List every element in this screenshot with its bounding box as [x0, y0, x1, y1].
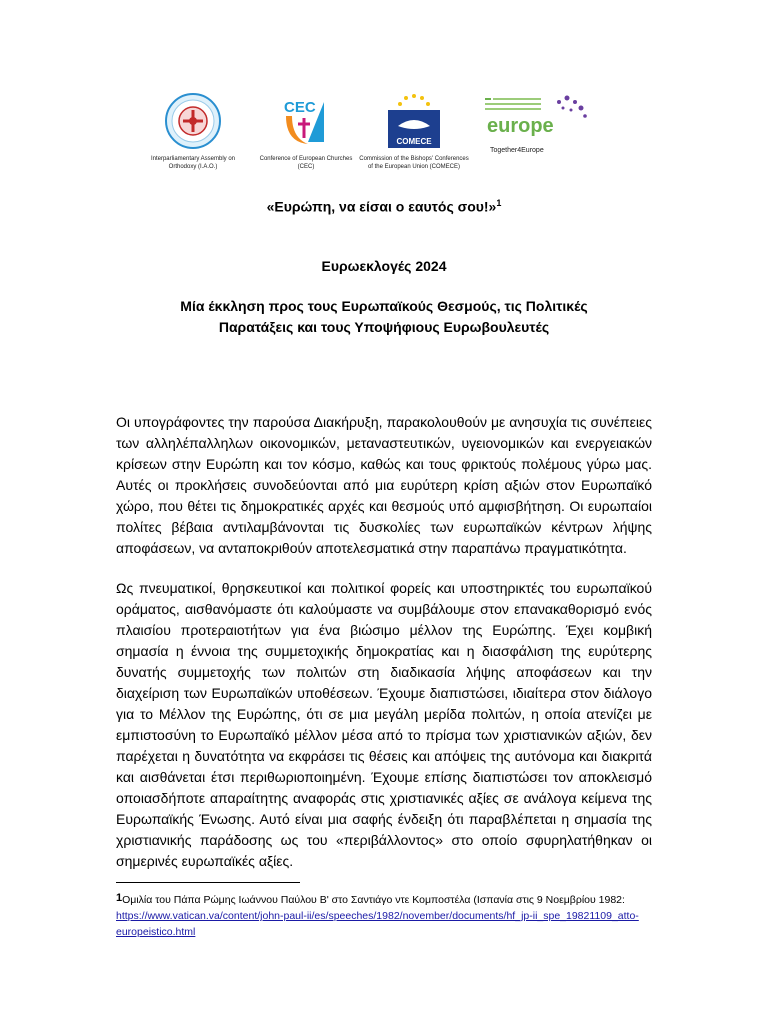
- comece-logo: [358, 92, 470, 171]
- comece-emblem-icon: [384, 92, 444, 150]
- iao-logo: [140, 92, 246, 171]
- footnote-number: 1: [116, 892, 123, 904]
- body-paragraph-2: Ως πνευματικοί, θρησκευτικοί και πολιτικοί φορείς και υποστηρικτές του ευρωπαϊκού οράματος, αισθανόμαστε ότι καλούμαστε να συμβάλουμε στον επανακαθορισμό ενός πλαισίου προτεραιοτήτων για ένα βιώσιμο μέλλον της Ευρώπης. Έχει κομβική σημασία η έννοια της συμμετοχικής δημοκρατίας και η διασφάλιση της ευρύτερης δυνατής συμμετοχής των πολιτών στη διαδικασία λήψης αποφάσεων και την διαχείριση των Ευρωπαϊκών υποθέσεων. Έχουμε διαπιστώσει, ιδιαίτερα στον διάλογο για το Μέλλον της Ευρώπης, ότι σε μια μεγάλη μερίδα πολιτών, η οποία ατενίζει με εμπιστοσύνη το Ευρωπαϊκό μέλλον μέσα από το πρίσμα των χριστιανικών αξιών, δεν παρέχεται η δυνατότητα να εκφράσει τις θέσεις και απόψεις της αυτόνομα και διακριτά και αισθάνεται έτσι περιθωριοποιημένη. Έχουμε επίσης διαπιστώσει τον αποκλεισμό οποιασδήποτε απαραίτητης αναφοράς στις χριστιανικές αξίες σε ανάλογα κείμενα της Ευρωπαϊκής Ένωσης. Αυτό είναι μια σαφής ένδειξη ότι παραβλέπεται η σημασία της χριστιανικής παράδοσης ως του «περιβάλλοντος» στο οποίο σφυρηλατήθηκαν οι σημερινές ευρωπαϊκές αξίες.: [116, 580, 652, 869]
- body-paragraph-1: Οι υπογράφοντες την παρούσα Διακήρυξη, παρακολουθούν με ανησυχία τις συνέπειες των αλληλέπαλληλων οικονομικών, μεταναστευτικών, υγειονομικών και ενεργειακών κρίσεων στην Ευρώπη και τον κόσμο, καθώς και τους φρικτούς πολέμους γύρω μας. Αυτές οι προκλήσεις συνοδεύονται από μια ευρύτερη κρίση αξιών στον Ευρωπαϊκό χώρο, που θέτει τις δημοκρατικές αρχές και θεσμούς υπό αμφισβήτηση. Οι ευρωπαίοι πολίτες βέβαια αντιλαμβάνονται τις δυσκολίες των ευρωπαϊκών κέντρων λήψης αποφάσεων, να ανταποκριθούν αποτελεσματικά στην παραπάνω πραγματικότητα.: [116, 414, 652, 556]
- iao-caption: Interparliamentary Assembly on Orthodoxy (I.A.O.): [150, 156, 236, 170]
- footnote-link[interactable]: https://www.vatican.va/content/john-paul-ii/es/speeches/1982/november/documents/hf_jp-ii_spe_19821109_atto-europeistico.html: [116, 910, 639, 938]
- cec-emblem-icon: [278, 92, 334, 150]
- quote-title-text: «Ευρώπη, να είσαι ο εαυτός σου!»: [266, 198, 497, 215]
- cec-caption: Conference of European Churches (CEC): [259, 156, 353, 170]
- cec-mark-text: CEC: [284, 99, 316, 116]
- comece-mark-text: COMECE: [396, 137, 432, 146]
- cec-logo: [258, 92, 354, 171]
- footnote-divider: [116, 882, 300, 883]
- footnote-text: Ομιλία του Πάπα Ρώμης Ιωάννου Παύλου Β' στο Σαντιάγο ντε Κομποστέλα (Ισπανία στις 9 Νοεμβρίου 1982:: [122, 894, 625, 906]
- together4europe-logo: [478, 92, 598, 155]
- appeal-title: Μία έκκληση προς τους Ευρωπαϊκούς Θεσμούς, τις Πολιτικές Παρατάξεις και τους Υποψήφιους Ευρωβουλευτές: [180, 298, 588, 335]
- footnote: [116, 890, 652, 940]
- quote-title: [0, 198, 768, 215]
- together4europe-mark-text: europe: [487, 115, 554, 137]
- iao-emblem-icon: [164, 92, 222, 150]
- comece-caption: Commission of the Bishops' Conferences of the European Union (COMECE): [359, 156, 469, 170]
- footnote-ref[interactable]: 1: [496, 198, 502, 208]
- together4europe-emblem-icon: [483, 92, 593, 142]
- elections-title: Ευρωεκλογές 2024: [321, 258, 447, 274]
- together4europe-caption: Together4Europe: [490, 147, 544, 154]
